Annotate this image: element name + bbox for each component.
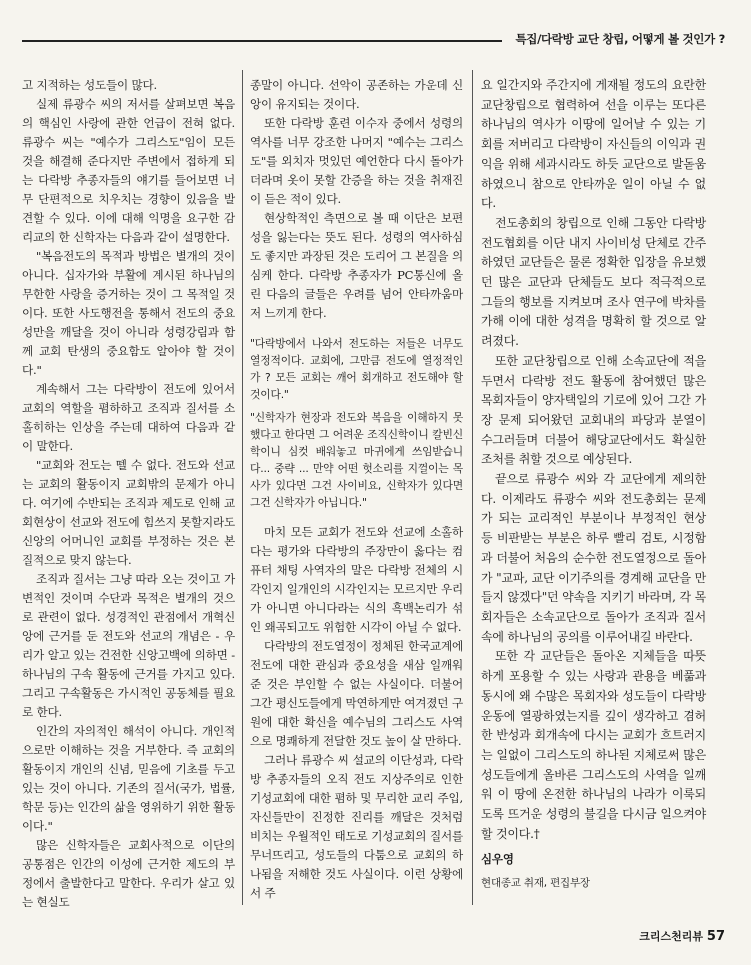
paragraph: 그러나 류광수 씨 설교의 이단성과, 다락방 추종자들의 오직 전도 지상주의로 인한 기성교회에 대한 폄하 및 무리한 교리 주입, 자신들만이 진정한 진리를 깨달은 것처럼 비치는 우월적인 태도로 기성교회의 질서를 무너뜨리고, 성도들의 다툼으로 교회의 하나됨을 저해한 것도 사실이다. 이런 상황에서 주 — [250, 753, 463, 900]
paragraph: 인간의 자의적인 해석이 아니다. 개인적으로만 이해하는 것을 거부한다. 즉 교회의 활동이지 개인의 신념, 믿음에 기초를 두고 있는 것이 아니다. 기존의 질서(국가, 법률, 학문 등)는 인간의 삶을 영위하기 위한 활동이다." — [22, 724, 235, 833]
author-role: 현대종교 취재, 편집부장 — [481, 877, 590, 890]
paragraph: 마치 모든 교회가 전도와 선교에 소홀하다는 평가와 다락방의 주장만이 옳다는 컴퓨터 채팅 사역자의 말은 다락방 전체의 시각인지 일개인의 시각인지는 모르지만 우리가 아니면 아니다라는 식의 흑백논리가 섞인 왜곡되고도 위험한 시각이 아닐 수 없다. — [250, 525, 463, 634]
quoted-post: "신학자가 현장과 전도와 복음을 이해하지 못했다고 한다면 그 어려운 조직신학이니 칼빈신학이니 심컷 배워놓고 마귀에게 쓰임받습니다... 중략 ... 만약 어떤 헛소리를 지껄이는 목사가 있다면 그건 사이비요, 신학자가 있다면 그건 신학자가 아닙니다." — [250, 411, 463, 509]
paragraph: 또한 다락방 훈련 이수자 중에서 성령의 역사를 너무 강조한 나머지 "예수는 그리스도"를 외치자 멋있던 예언한다 다시 돌아가더라며 옷이 못할 간증을 하는 것을 취재진이 듣은 적이 있다. — [250, 116, 463, 206]
quoted-post: "다락방에서 나와서 전도하는 저들은 너무도 열정적이다. 교회에, 그만큼 전도에 열정적인가 ? 모든 교회는 깨어 회개하고 전도해야 할 것이다." — [250, 337, 463, 401]
paragraph: 계속해서 그는 다락방이 전도에 있어서 교회의 역할을 폄하하고 조직과 질서를 소홀히하는 인상을 주는데 대하여 다음과 같이 말한다. — [22, 382, 235, 453]
paragraph: 많은 신학자들은 교회사적으로 이단의 공통점은 인간의 이성에 근거한 제도의 부정에서 출발한다고 말한다. 우리가 살고 있는 현실도 — [22, 838, 235, 909]
paragraph: 다락방의 전도열정이 정체된 한국교계에 전도에 대한 관심과 중요성을 새삼 일깨워 준 것은 부인할 수 없는 사실이다. 더불어 그간 평신도들에게 막연하게만 여겨졌던 구원에 대한 확신을 예수님의 그리스도 사역으로 명쾌하게 전달한 것도 높이 살 만하다. — [250, 639, 463, 748]
quote-paragraph: "교회와 전도는 뗄 수 없다. 전도와 선교는 교회의 활동이지 교회밖의 문제가 아니다. 여기에 수반되는 조직과 제도로 인해 교회현상이 선교와 전도에 힘쓰지 못할지라도 신앙의 어머니인 교회를 부정하는 것은 본질적으로 맞지 않는다. — [22, 458, 235, 567]
paragraph: 또한 교단창립으로 인해 소속교단에 적을 두면서 다락방 전도 활동에 참여했던 많은 목회자들이 양자택일의 기로에 있어 그간 가장 문제 되어왔던 교회내의 파당과 분열이 수그러들며 더불어 해당교단에서도 확실한 조처를 취할 것으로 예상된다. — [481, 353, 706, 467]
paragraph: 종말이 아니다. 선악이 공존하는 가운데 신앙이 유지되는 것이다. — [250, 78, 463, 111]
header-rule — [22, 40, 502, 42]
column-divider — [242, 70, 243, 905]
column-divider — [472, 70, 473, 905]
paragraph: 끝으로 류광수 씨와 각 교단에게 제의한다. 이제라도 류광수 씨와 전도총회는 문제가 되는 교리적인 부분이나 부정적인 현상 등 비판받는 부분은 하루 빨리 검토, 시정함과 더불어 처음의 순수한 전도열정으로 돌아가 "교파, 교단 이기주의를 경계해 교단을 만들지 않겠다"던 약속을 지키기 바라며, 각 목회자들은 소속교단으로 돌아가 조직과 질서 속에 하나님의 공의를 이루어내길 바란다. — [481, 472, 706, 644]
column-3 — [481, 76, 706, 894]
paragraph: 실제 류광수 씨의 저서를 살펴보면 복음의 핵심인 사랑에 관한 언급이 전혀 없다. 류광수 씨는 "예수가 그리스도"임이 모든 것을 해결해 준다지만 주변에서 접하게 되는 다락방 추종자들의 얘기를 들어보면 너무 단편적으로 치우치는 경향이 있음을 발견할 수 있다. 이에 대해 익명을 요구한 감리교의 한 신학자는 다음과 같이 설명한다. — [22, 97, 235, 244]
quote-paragraph: "복음전도의 목적과 방법은 별개의 것이 아니다. 십자가와 부활에 계시된 하나님의 무한한 사랑을 증거하는 것이 그 목적일 것이다. 또한 사도행전을 통해서 전도의 중요성만을 깨달을 것이 아니라 성령강림과 함께 교회 탄생의 중요함도 알아야 할 것이다." — [22, 249, 235, 377]
paragraph: 전도총회의 창립으로 인해 그동안 다락방전도협회를 이단 내지 사이비성 단체로 간주하였던 교단들은 물론 정확한 입장을 유보했던 많은 교단과 단체들도 보다 적극적으로 그들의 행보를 지켜보며 조사 연구에 박차를 가해 이에 대한 성격을 명확히 할 것으로 알려졌다. — [481, 215, 706, 349]
paragraph: 또한 각 교단들은 돌아온 지체들을 따뜻하게 포용할 수 있는 사랑과 관용을 베풂과 동시에 왜 수많은 목회자와 성도들이 다락방운동에 열광하였는지를 깊이 생각하고 겸허한 반성과 회개속에 다시는 교회가 흐트러지는 일없이 그리스도의 하나된 지체로써 많은 성도들에게 올바른 그리스도의 사역을 일깨워 이 땅에 온전한 하나님의 나라가 이룩되도록 뜨거운 성령의 불길을 다시금 일으켜야 할 것이다.† — [481, 649, 706, 841]
author-name: 심우영 — [481, 852, 514, 867]
column-2 — [250, 76, 463, 903]
magazine-name: 크리스천리뷰 — [639, 930, 704, 943]
column-1 — [22, 76, 235, 912]
paragraph: 현상학적인 측면으로 볼 때 이단은 보편성을 잃는다는 뜻도 된다. 성령의 역사하심도 좋지만 과장된 것은 도리어 그 본질을 의심케 한다. 다락방 추종자가 PC통신에 올린 다음의 글들은 우려를 넘어 안타까움마저 느끼게 한다. — [250, 211, 463, 320]
running-header: 특집/다락방 교단 창립, 어떻게 볼 것인가 ? — [515, 32, 725, 46]
page-footer — [639, 928, 725, 944]
paragraph: 요 일간지와 주간지에 게재될 정도의 요란한 교단창립으로 협력하여 선을 이루는 또다른 하나님의 역사가 이땅에 일어날 수 있는 기회를 저버리고 다락방이 자신들의 이익과 권익을 위해 세과시라도 하듯 교단으로 발돋움하였으니 참으로 안타까운 일이 아닐 수 없다. — [481, 78, 706, 211]
page-number: 57 — [706, 929, 725, 944]
paragraph: 고 지적하는 성도들이 많다. — [22, 78, 157, 92]
paragraph: 조직과 질서는 그냥 따라 오는 것이고 가변적인 것이며 수단과 목적은 별개의 것으로 관련이 없다. 성경적인 관점에서 개혁신앙에 근거를 둔 전도와 선교의 개념은 - 우리가 알고 있는 건전한 신앙고백에 의하면 - 하나님의 구속 활동에 근거를 가지고 있다. 그리고 구속활동은 가시적인 공동체를 필요로 한다. — [22, 572, 235, 719]
quoted-posts — [250, 335, 463, 511]
